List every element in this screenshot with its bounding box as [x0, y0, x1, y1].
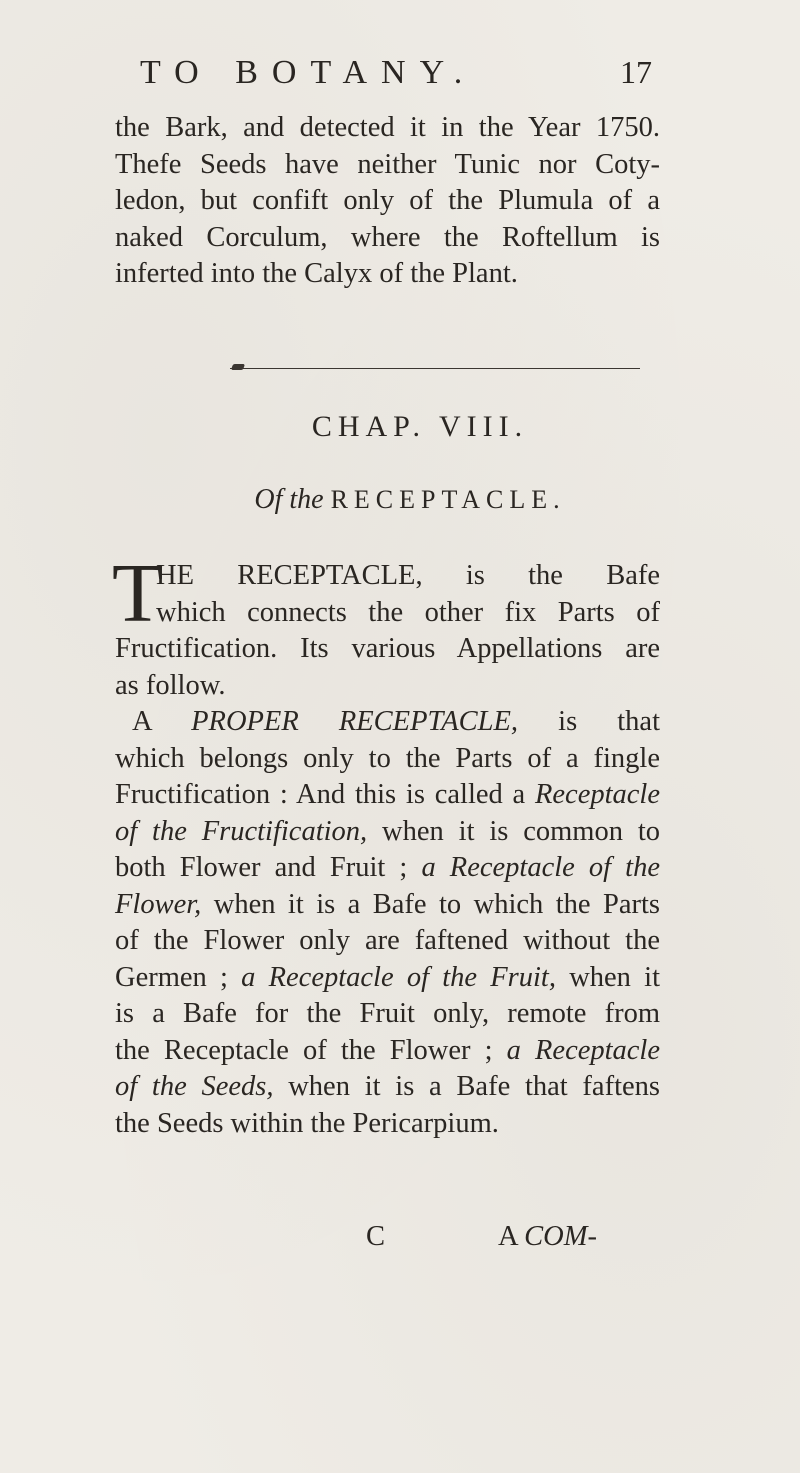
text-line: of the Flower only are faftened without the: [115, 925, 660, 956]
emphasis: PROPER RECEPTACLE,: [191, 706, 519, 737]
page-header: [90, 50, 660, 100]
drop-cap: T: [112, 547, 164, 640]
text-line: is a Bafe for the Fruit only, remote from: [115, 998, 660, 1029]
paragraph-seeds: [115, 110, 660, 293]
paragraph-receptacle-body: [115, 631, 660, 1142]
emphasis: of the Fructification,: [115, 815, 368, 847]
catchword: A COM-: [498, 1221, 597, 1252]
text-line: naked Corculum, where the Roftellum is: [115, 221, 660, 253]
chapter-subtitle-word: RECEPTACLE.: [330, 485, 566, 514]
text-line: Fructification. Its various Appellations are: [115, 633, 660, 664]
section-rule: [230, 368, 640, 369]
text-line: ledon, but confift only of the Plumula of a: [115, 185, 660, 216]
text-line: Thefe Seeds have neither Tunic nor Coty-: [115, 148, 660, 180]
text-line: of the Fructification, when it is common to: [115, 815, 661, 847]
text-line: Fructification : And this is called a Receptacle: [115, 779, 660, 810]
paragraph-receptacle-intro: [156, 558, 660, 631]
text-line: HE RECEPTACLE, is the Bafe: [156, 560, 660, 591]
emphasis: of the Seeds,: [115, 1071, 274, 1102]
chapter-title: CHAP. VIII.: [311, 410, 529, 443]
text-line: which belongs only to the Parts of a fingle: [115, 742, 660, 774]
emphasis: Receptacle: [535, 779, 660, 810]
text-line: as follow.: [115, 669, 226, 701]
text-line: Germen ; a Receptacle of the Fruit, when it: [115, 961, 660, 993]
text-line: the Receptacle of the Flower ; a Receptacle: [115, 1034, 661, 1066]
text-line: of the Seeds, when it is a Bafe that faftens: [115, 1071, 660, 1102]
text-line: the Bark, and detected it in the Year 1750.: [115, 112, 660, 143]
text-line: the Seeds within the Pericarpium.: [115, 1107, 499, 1139]
text-line: both Flower and Fruit ; a Receptacle of the: [115, 852, 661, 883]
emphasis: a Receptacle of the: [421, 852, 661, 883]
text-line: Flower, when it is a Bafe to which the Parts: [115, 888, 660, 920]
chapter-subtitle: [0, 484, 800, 516]
text-line: inferted into the Calyx of the Plant.: [115, 258, 518, 289]
emphasis: a Receptacle: [506, 1034, 661, 1066]
text-line: A PROPER RECEPTACLE, is that: [132, 706, 661, 737]
text-line: which connects the other fix Parts of: [156, 596, 660, 628]
chapter-subtitle-prefix: Of the: [254, 484, 324, 515]
signature-mark: C: [366, 1221, 386, 1252]
running-head: TO BOTANY.: [140, 54, 477, 91]
emphasis: Flower,: [115, 888, 202, 920]
emphasis: a Receptacle of the Fruit,: [241, 961, 556, 993]
page-number: 17: [620, 54, 652, 90]
